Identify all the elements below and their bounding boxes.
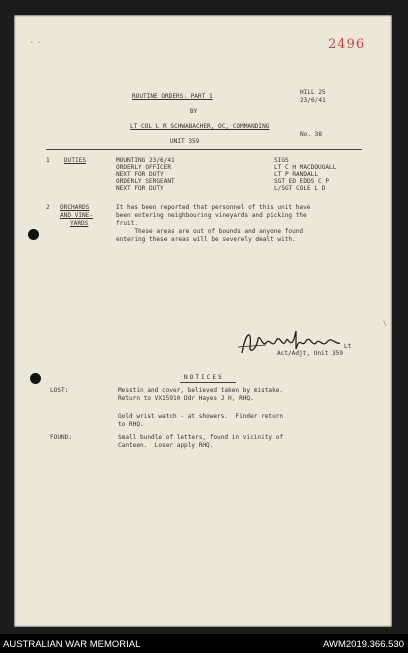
divider-line: [46, 149, 362, 150]
section-number: 2: [46, 204, 50, 211]
handwritten-number: 2496: [328, 37, 366, 52]
duty-line: ORDERLY SERGEANT: [116, 178, 175, 185]
body-line: These areas are out of bounds and anyone found: [116, 228, 304, 235]
margin-tick: \: [383, 320, 387, 327]
duty-name: LT P RANDALL: [274, 171, 319, 178]
found-line: Canteen. Loser apply RHQ.: [118, 442, 214, 449]
archive-reference: AWM2019.366.530: [323, 639, 404, 650]
duty-line: NEXT FOR DUTY: [116, 185, 164, 192]
lost-line: Gold wrist watch - at showers. Finder return: [118, 413, 284, 420]
lost-line: Messtin and cover, believed taken by mistake.: [118, 387, 284, 394]
by-label: BY: [190, 108, 198, 115]
lost-line: Return to VX15910 Ddr Hayes J H, RHQ.: [118, 395, 254, 402]
body-line: fruit.: [116, 220, 139, 227]
unit-line: UNIT 359: [170, 138, 200, 145]
section-heading: AND VINE-: [60, 212, 94, 219]
body-line: entering these areas will be severely dealt with.: [116, 236, 296, 243]
duty-name: LT C H MACDOUGALL: [274, 164, 337, 171]
sheet-number: HILL 25: [300, 89, 326, 96]
duty-line: MOUNTING 23/6/41: [116, 157, 175, 164]
orders-title: ROUTINE ORDERS. PART 1: [132, 93, 213, 100]
found-label: FOUND:: [50, 434, 73, 441]
archive-name: AUSTRALIAN WAR MEMORIAL: [3, 639, 141, 650]
duty-name: L/SGT COLE L D: [274, 185, 326, 192]
duty-line: ORDERLY OFFICER: [116, 164, 172, 171]
punch-hole-upper: [28, 229, 39, 240]
signature-suffix: Lt: [344, 343, 352, 350]
signature-title: Act/Adjt, Unit 359: [277, 350, 344, 357]
commander-line: LT COL L R SCHWABACHER, OC, COMMANDING: [130, 123, 270, 130]
order-number: No. 38: [300, 131, 323, 138]
pencil-mark: · ·: [30, 39, 42, 46]
found-line: Small bundle of letters, found in vicinity of: [118, 434, 284, 441]
punch-hole-lower: [30, 373, 41, 384]
body-line: It has been reported that personnel of this unit have: [116, 204, 311, 211]
section-number: 1: [46, 157, 50, 164]
duty-name: SGT ED EDDS C P: [274, 178, 330, 185]
section-heading: YARDS: [70, 220, 89, 227]
archive-footer: [0, 634, 408, 653]
body-line: been entering neighbouring vineyards and picking the: [116, 212, 307, 219]
orders-date: 23/6/41: [300, 97, 326, 104]
duty-name: SIGS: [274, 157, 289, 164]
notices-heading: NOTICES: [184, 374, 224, 381]
lost-label: LOST:: [50, 387, 69, 394]
notices-underline: [180, 382, 236, 383]
lost-line: to RHQ.: [118, 421, 144, 428]
duty-line: NEXT FOR DUTY: [116, 171, 164, 178]
document-page: [14, 15, 392, 627]
section-heading: ORCHARDS: [60, 204, 90, 211]
section-heading: DUTIES: [64, 157, 87, 164]
